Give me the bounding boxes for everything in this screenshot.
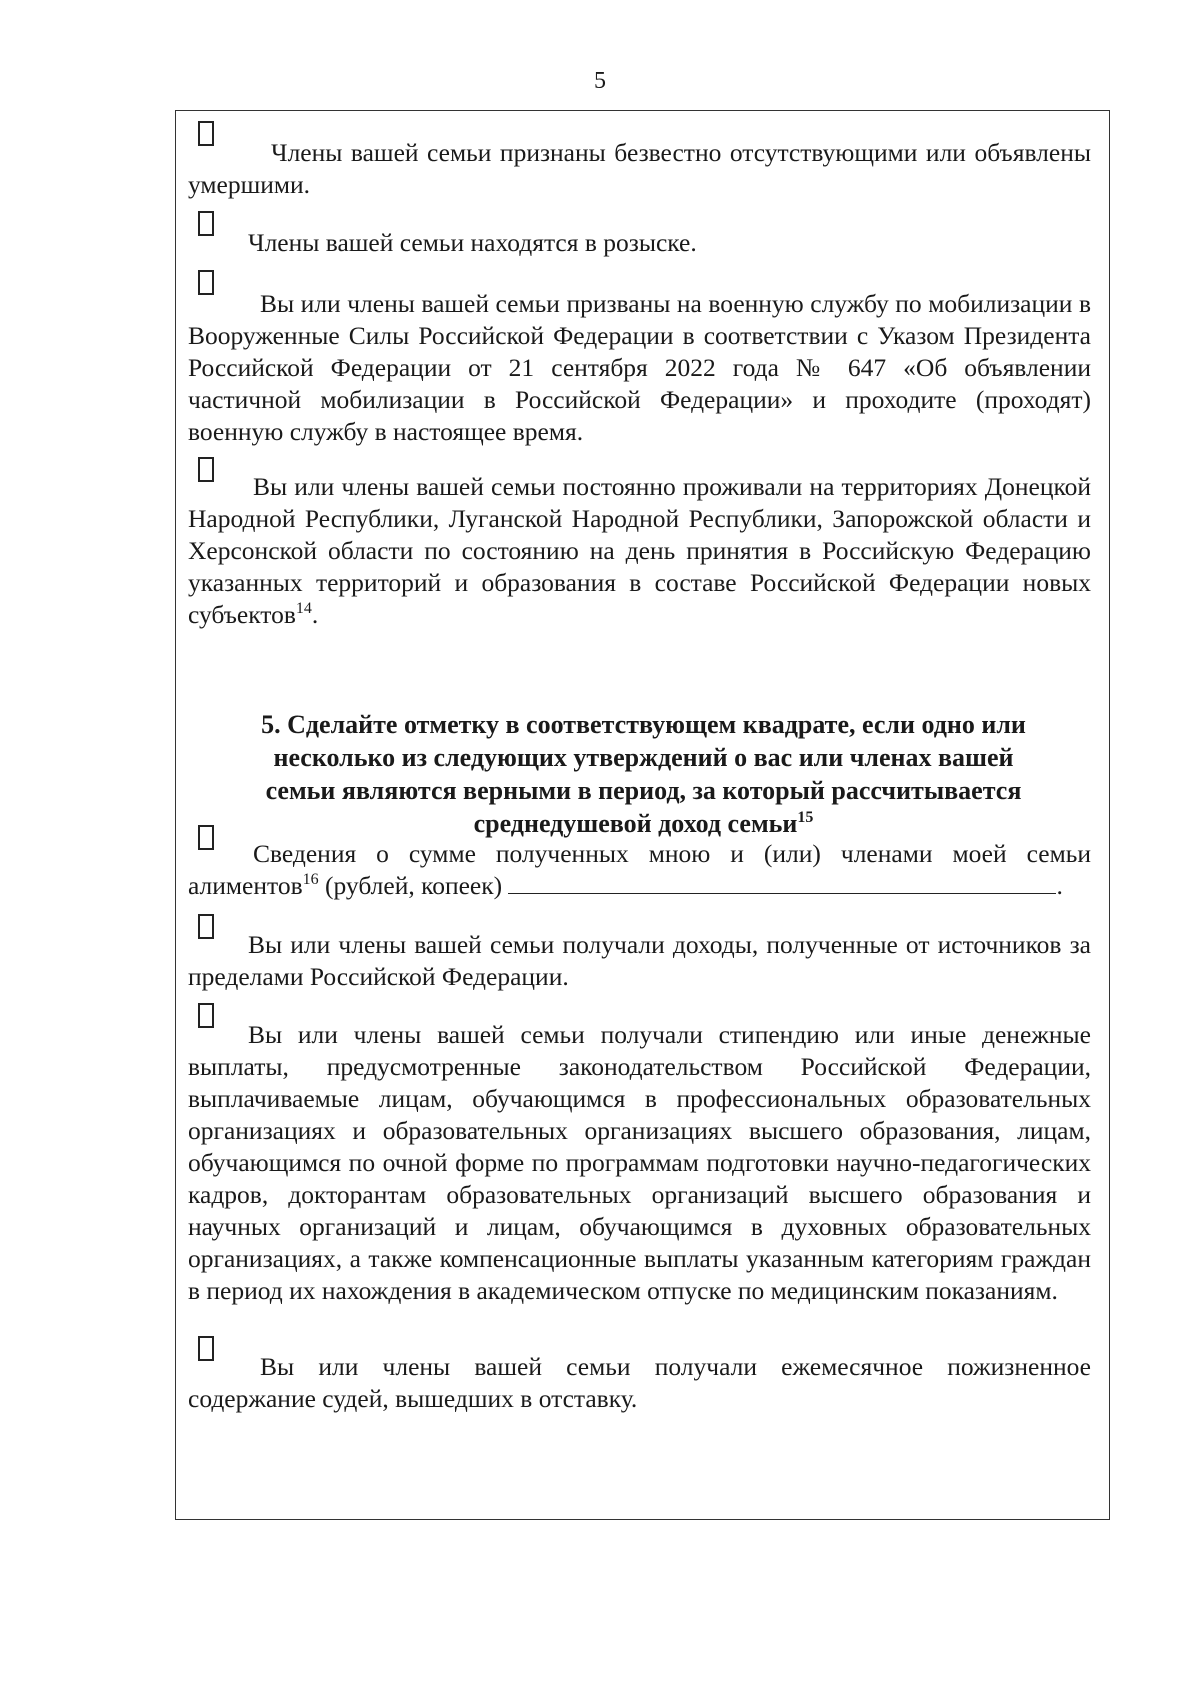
page-number: 5 <box>594 68 606 94</box>
alimony-amount-field[interactable] <box>508 871 1056 894</box>
statement-missing-or-deceased: Члены вашей семьи признаны безвестно отсутствующими или объявлены умершими. <box>188 138 1091 199</box>
statement-foreign-income: Вы или члены вашей семьи получали доходы, полученные от источников за пределами Российской Федерации. <box>188 930 1091 991</box>
footnote-14: 14 <box>295 600 312 617</box>
statement-wanted: Члены вашей семьи находятся в розыске. <box>248 228 697 257</box>
statement-mobilization: Вы или члены вашей семьи призваны на военную службу по мобилизации в Вооруженные Силы Российской Федерации в соответствии с Указом Президента Российской Федерации от 21 сентября 2022 года № 647 «Об объявлении частичной мобилизации в Российской Федерации» и проходите (проходят) военную службу в настоящее время. <box>188 289 1091 446</box>
statement-new-territories: Вы или члены вашей семьи постоянно проживали на территориях Донецкой Народной Республики, Луганской Народной Республики, Запорожской области и Херсонской области по состоянию на день принятия в Российскую Федерацию указанных территорий и образования в составе Российской Федерации новых субъектов$^{14}$. <box>188 472 1091 629</box>
statement-alimony: Сведения о сумме полученных мною и (или) членами моей семьи алиментов$^{16}$ (рублей, копеек) . <box>188 839 1091 900</box>
footnote-16: 16 <box>302 871 319 888</box>
statement-retired-judges: Вы или члены вашей семьи получали ежемесячное пожизненное содержание судей, вышедших в отставку. <box>188 1352 1091 1413</box>
section-5-title: 5. Сделайте отметку в соответствующем квадрате, если одно или несколько из следующих утверждений о вас или членах вашей семьи являются верными в период, за который рассчитывается среднедушевой доход семьи$^{15}$ <box>261 710 1026 838</box>
form-frame <box>175 110 1110 1520</box>
statement-stipend: Вы или члены вашей семьи получали стипендию или иные денежные выплаты, предусмотренные законодательством Российской Федерации, выплачиваемые лицам, обучающимся в профессиональных образовательных организациях и образовательных организациях высшего образования, лицам, обучающимся по очной форме по программам подготовки научно-педагогических кадров, докторантам образовательных организаций высшего образования и научных организаций и лицам, обучающимся в духовных образовательных организациях, а также компенсационные выплаты указанным категориям граждан в период их нахождения в академическом отпуске по медицинским показаниям. <box>188 1020 1091 1305</box>
footnote-15: 15 <box>797 809 814 826</box>
